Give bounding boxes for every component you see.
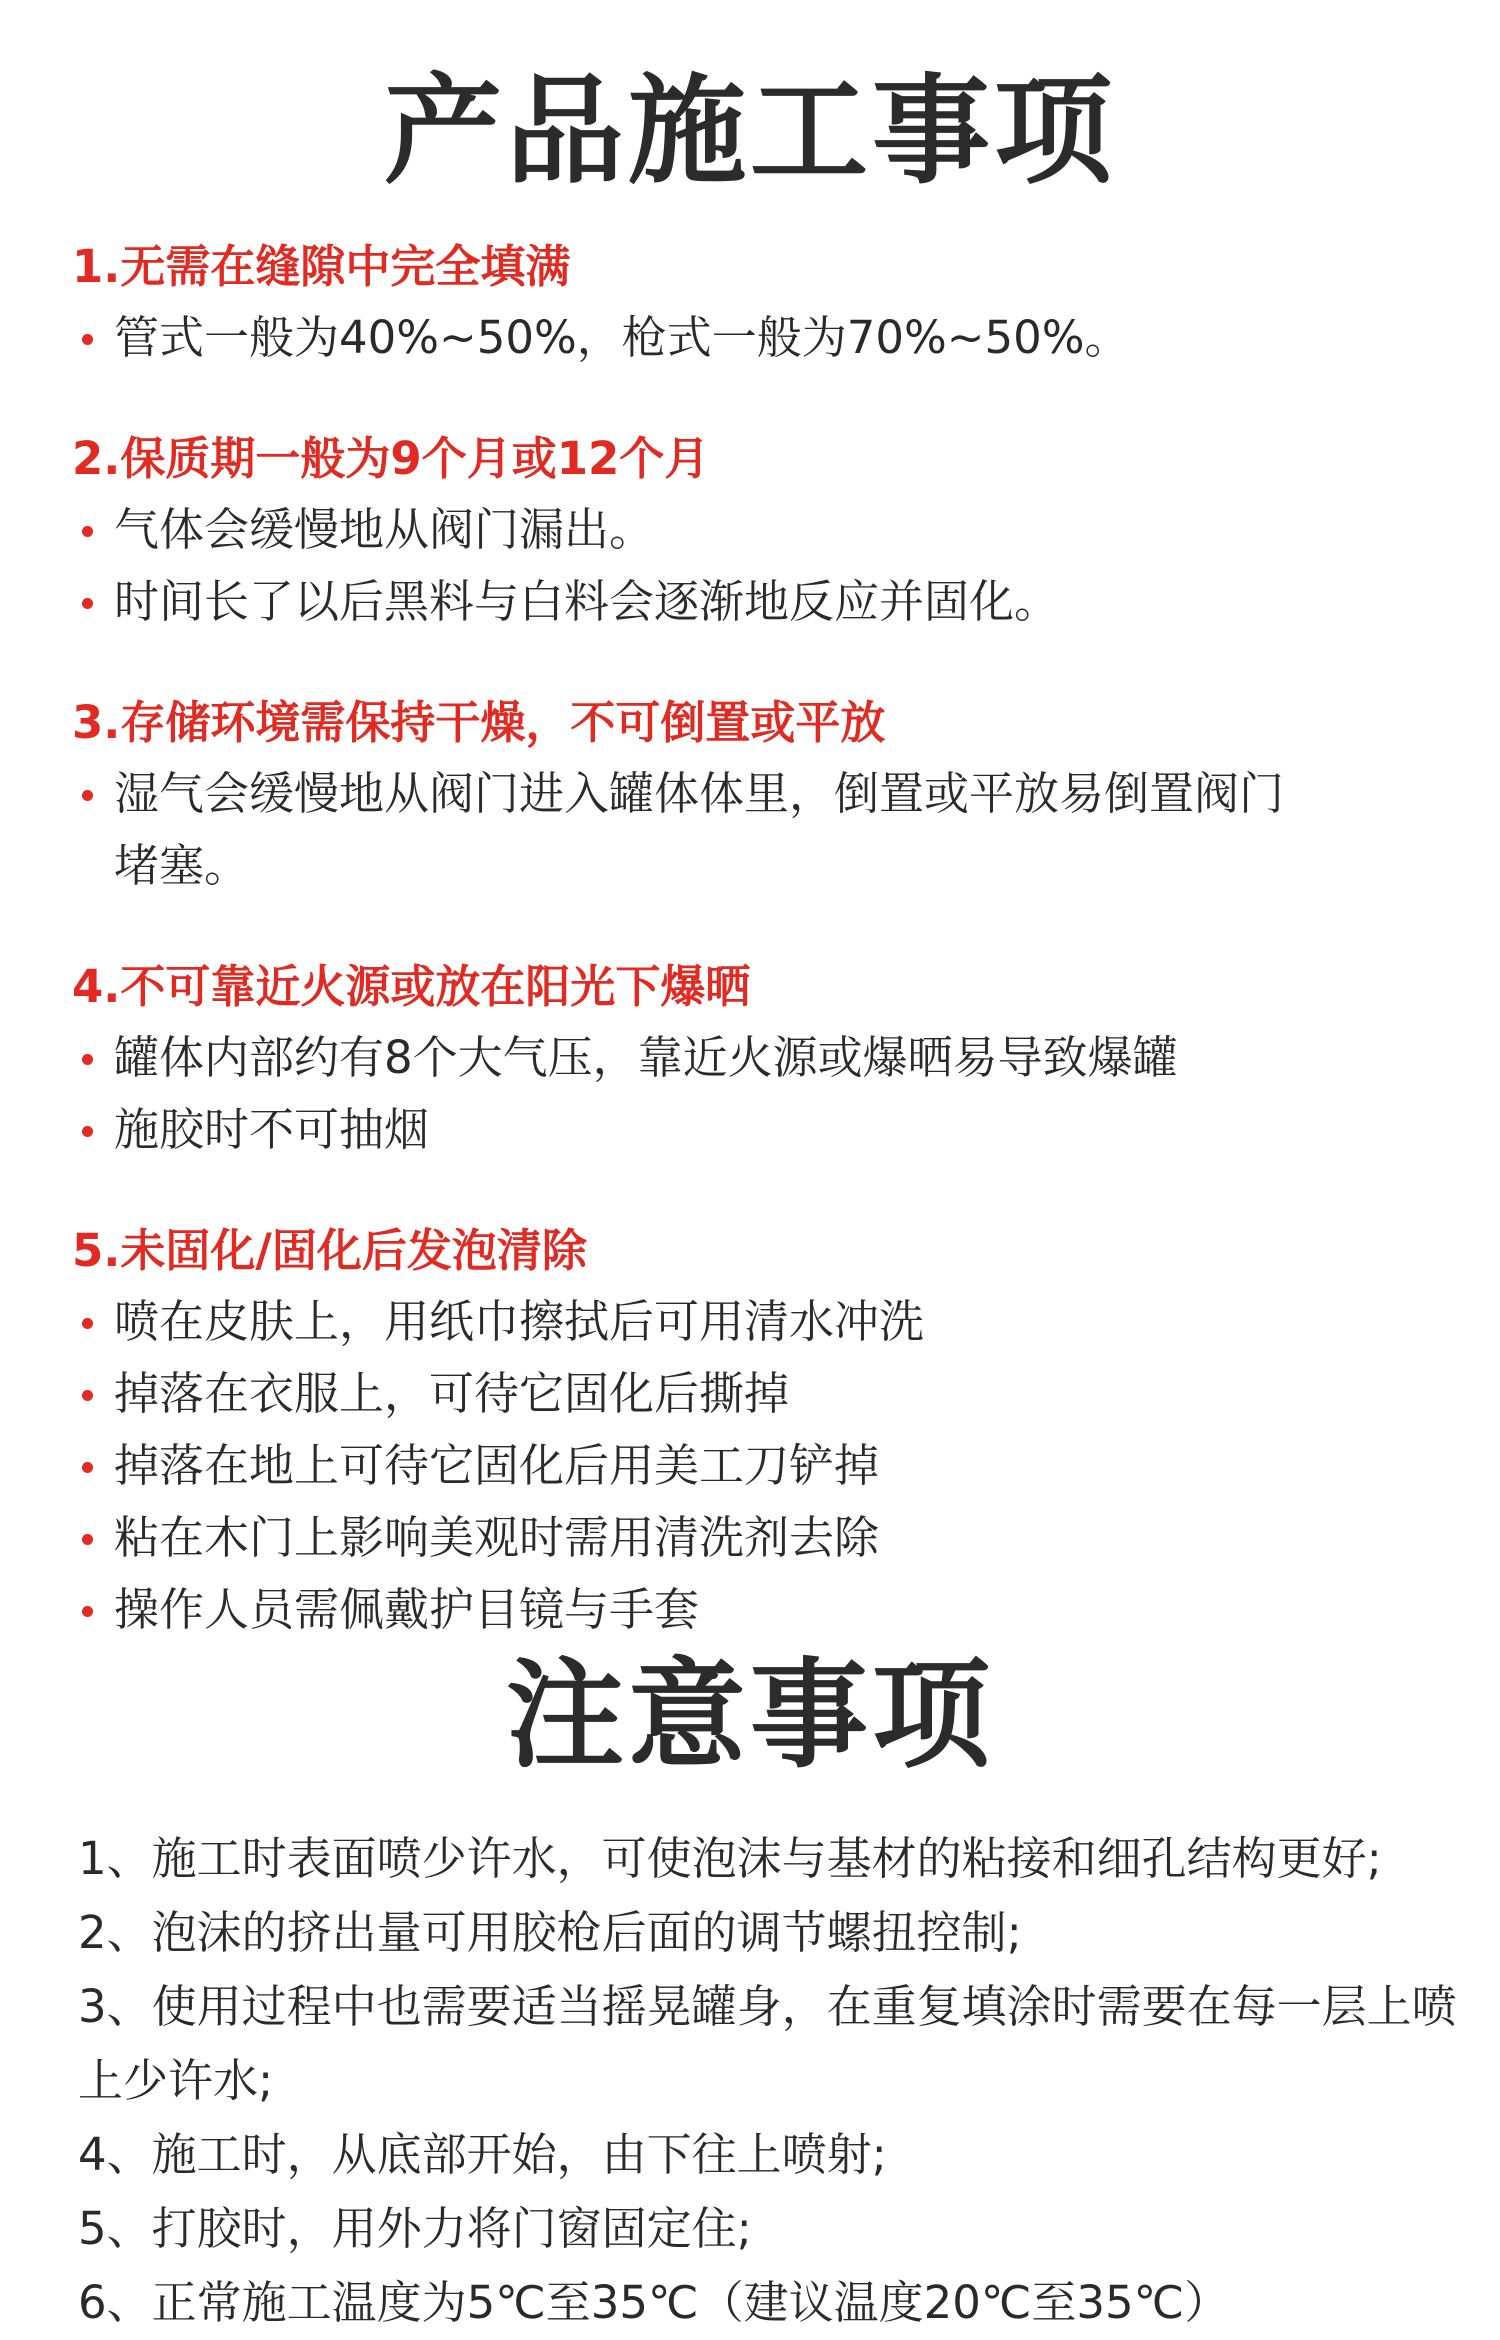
section-heading: 4.不可靠近火源或放在阳光下爆晒 bbox=[72, 960, 751, 1013]
list-item bbox=[72, 1502, 1452, 1574]
section-heading: 1.无需在缝隙中完全填满 bbox=[72, 240, 571, 293]
section-4 bbox=[72, 952, 1452, 1166]
list-item-text: 罐体内部约有8个大气压，靠近火源或爆晒易导致爆罐 bbox=[114, 1031, 1178, 1084]
list-item bbox=[72, 1574, 1452, 1646]
list-item-text: 掉落在衣服上，可待它固化后撕掉 bbox=[114, 1367, 790, 1420]
list-item bbox=[72, 302, 1452, 374]
list-item-text: 操作人员需佩戴护目镜与手套 bbox=[114, 1583, 700, 1636]
list-item bbox=[72, 1094, 1452, 1166]
section-heading: 5.未固化/固化后发泡清除 bbox=[72, 1224, 587, 1277]
bullet-dot-icon bbox=[82, 1318, 93, 1329]
notes-list bbox=[78, 1822, 1478, 2340]
note-item: 2、泡沫的挤出量可用胶枪后面的调节螺扭控制; bbox=[78, 1906, 1022, 1959]
list-item bbox=[72, 1022, 1452, 1094]
bullet-dot-icon bbox=[82, 1054, 93, 1065]
list-item bbox=[72, 1430, 1452, 1502]
section-heading: 3.存储环境需保持干燥，不可倒置或平放 bbox=[72, 696, 886, 749]
construction-sections bbox=[72, 232, 1452, 1696]
bullet-dot-icon bbox=[82, 526, 93, 537]
list-item bbox=[72, 494, 1452, 566]
note-item: 5、打胶时，用外力将门窗固定住; bbox=[78, 2202, 752, 2255]
bullet-dot-icon bbox=[82, 1462, 93, 1473]
bullet-dot-icon bbox=[82, 1534, 93, 1545]
bullet-dot-icon bbox=[82, 598, 93, 609]
list-item-text: 湿气会缓慢地从阀门进入罐体体里，倒置或平放易倒置阀门堵塞。 bbox=[114, 767, 1285, 892]
bullet-dot-icon bbox=[82, 334, 93, 345]
bullet-list bbox=[72, 494, 1452, 638]
section-heading: 2.保质期一般为9个月或12个月 bbox=[72, 432, 710, 485]
list-item bbox=[72, 1286, 1452, 1358]
section-5 bbox=[72, 1216, 1452, 1646]
bullet-list bbox=[72, 1286, 1452, 1646]
note-item: 6、正常施工温度为5℃至35℃（建议温度20℃至35℃） bbox=[78, 2276, 1230, 2329]
bullet-list bbox=[72, 302, 1452, 374]
note-item: 3、使用过程中也需要适当摇晃罐身，在重复填涂时需要在每一层上喷上少许水; bbox=[78, 1980, 1457, 2107]
list-item bbox=[72, 1358, 1452, 1430]
note-item: 4、施工时，从底部开始，由下往上喷射; bbox=[78, 2128, 887, 2181]
list-item-text: 管式一般为40%~50%，枪式一般为70%~50%。 bbox=[114, 311, 1130, 364]
notes-title: 注意事项 bbox=[505, 1646, 994, 1784]
list-item-text: 掉落在地上可待它固化后用美工刀铲掉 bbox=[114, 1439, 880, 1492]
bullet-dot-icon bbox=[82, 790, 93, 801]
bullet-dot-icon bbox=[82, 1390, 93, 1401]
list-item-text: 时间长了以后黑料与白料会逐渐地反应并固化。 bbox=[114, 575, 1060, 628]
bullet-dot-icon bbox=[82, 1606, 93, 1617]
list-item-text: 粘在木门上影响美观时需用清洗剂去除 bbox=[114, 1511, 880, 1564]
list-item bbox=[72, 758, 1294, 902]
page-title: 产品施工事项 bbox=[383, 62, 1116, 200]
bullet-list bbox=[72, 758, 1452, 902]
section-2 bbox=[72, 424, 1452, 638]
section-3 bbox=[72, 688, 1452, 902]
note-item: 1、施工时表面喷少许水，可使泡沫与基材的粘接和细孔结构更好; bbox=[78, 1832, 1382, 1885]
list-item-text: 气体会缓慢地从阀门漏出。 bbox=[114, 503, 655, 556]
list-item-text: 施胶时不可抽烟 bbox=[114, 1103, 430, 1156]
bullet-list bbox=[72, 1022, 1452, 1166]
section-1 bbox=[72, 232, 1452, 374]
list-item bbox=[72, 566, 1452, 638]
bullet-dot-icon bbox=[82, 1126, 93, 1137]
list-item-text: 喷在皮肤上，用纸巾擦拭后可用清水冲洗 bbox=[114, 1295, 925, 1348]
